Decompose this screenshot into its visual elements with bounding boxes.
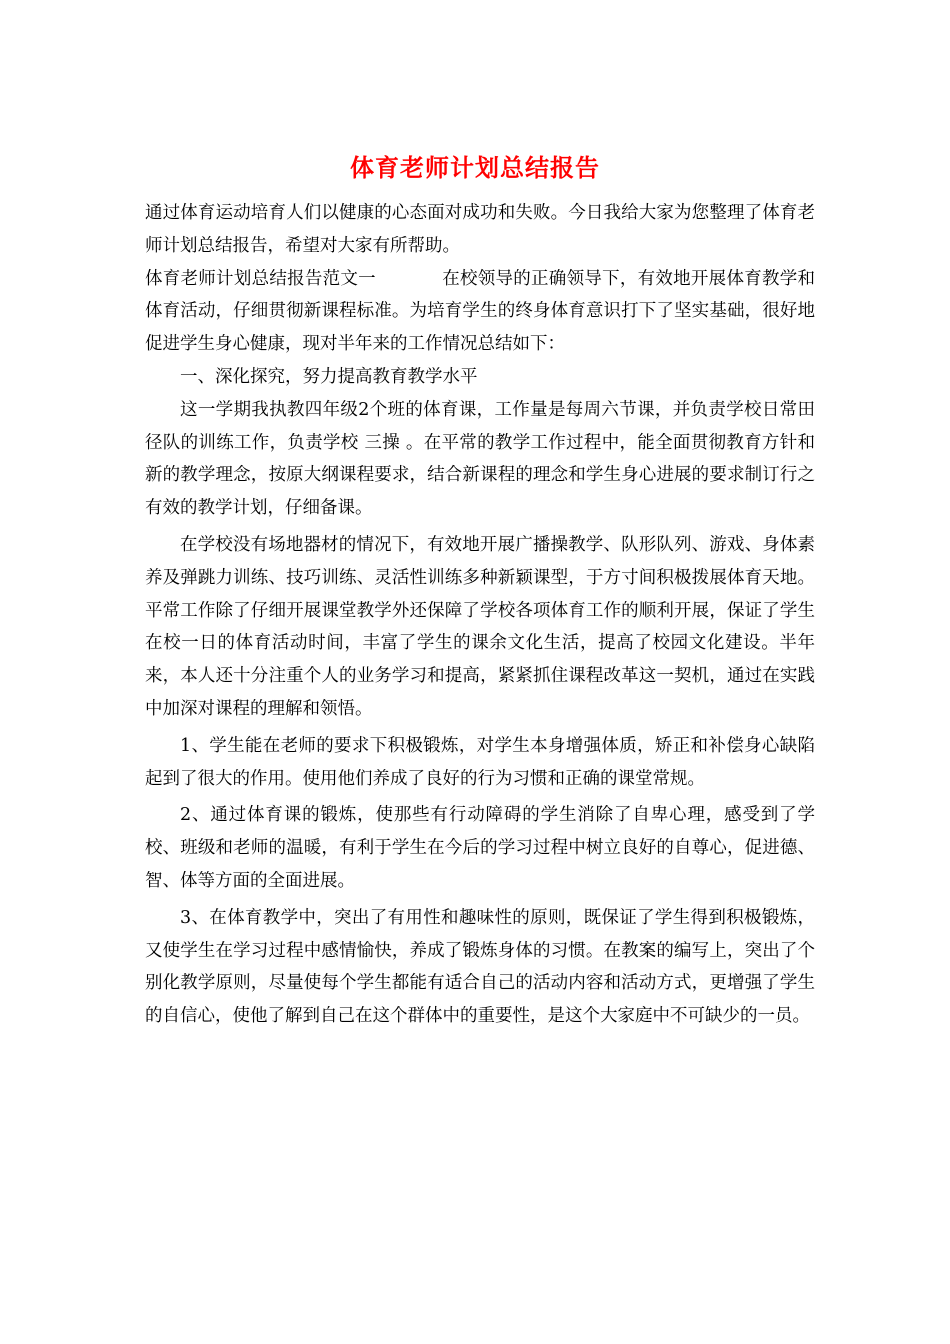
body-paragraph: 在学校没有场地器材的情况下，有效地开展广播操教学、队形队列、游戏、身体素养及弹跳力训练、技巧训练、灵活性训练多种新颖课型，于方寸间积极拨展体育天地。平常工作除了仔细开展课堂教学外还保障了学校各项体育工作的顺利开展，保证了学生在校一日的体育活动时间，丰富了学生的课余文化生活，提高了校园文化建设。半年来，本人还十分注重个人的业务学习和提高，紧紧抓住课程改革这一契机，通过在实践中加深对课程的理解和领悟。 — [145, 534, 815, 719]
sample-label: 体育老师计划总结报告范文一 — [145, 268, 376, 289]
body-paragraph: 3、在体育教学中，突出了有用性和趣味性的原则，既保证了学生得到积极锻炼，又使学生在学习过程中感情愉快，养成了锻炼身体的习惯。在教案的编写上，突出了个别化教学原则，尽量使每个学生都能有适合自己的活动内容和活动方式，更增强了学生的自信心，使他了解到自己在这个群体中的重要性，是这个大家庭中不可缺少的一员。 — [145, 907, 815, 1027]
body-paragraph: 2、通过体育课的锻炼，使那些有行动障碍的学生消除了自卑心理，感受到了学校、班级和老师的温暖，有利于学生在今后的学习过程中树立良好的自尊心，促进德、智、体等方面的全面进展。 — [145, 805, 815, 891]
body-paragraph: 1、学生能在老师的要求下积极锻炼，对学生本身增强体质，矫正和补偿身心缺陷起到了很大的作用。使用他们养成了良好的行为习惯和正确的课堂常规。 — [145, 735, 815, 789]
sample-opening: 在校领导的正确领导下，有效地开展体育教学和体育活动，仔细贯彻新课程标准。为培育学生的终身体育意识打下了坚实基础，很好地促进学生身心健康，现对半年来的工作情况总结如下： — [145, 268, 816, 355]
intro-paragraph: 通过体育运动培育人们以健康的心态面对成功和失败。今日我给大家为您整理了体育老师计划总结报告，希望对大家有所帮助。 — [145, 203, 815, 256]
body-paragraph: 这一学期我执教四年级2个班的体育课，工作量是每周六节课，并负责学校日常田径队的训练工作，负责学校 三操 。在平常的教学工作过程中，能全面贯彻教育方针和新的教学理念，按原大纲课程要求，结合新课程的理念和学生身心进展的要求制订行之有效的教学计划，仔细备课。 — [145, 399, 815, 519]
section-heading: 一、深化探究，努力提高教育教学水平 — [180, 366, 478, 387]
document-title: 体育老师计划总结报告 — [350, 153, 600, 182]
sample-paragraph — [145, 263, 815, 361]
document-body — [145, 197, 815, 1033]
